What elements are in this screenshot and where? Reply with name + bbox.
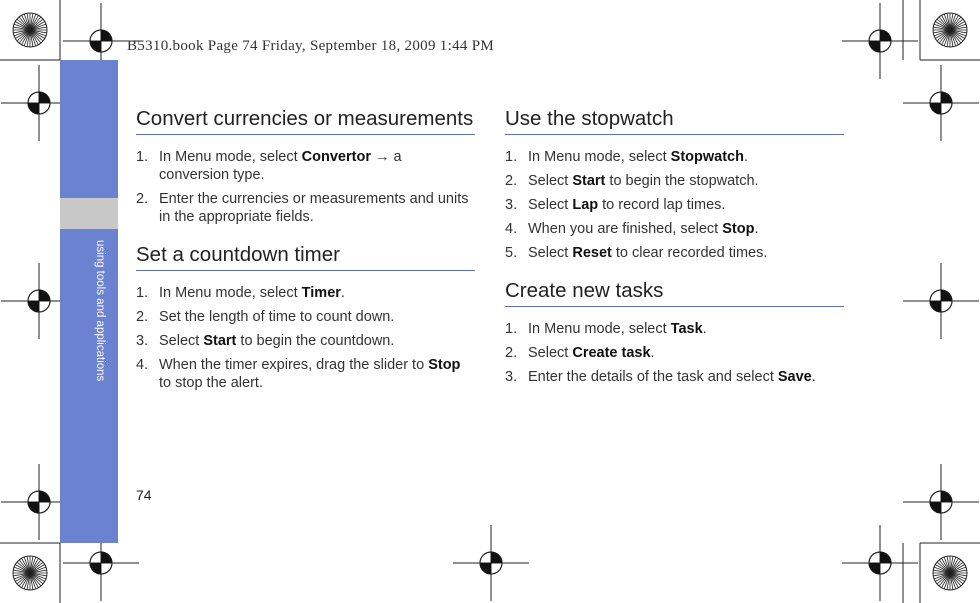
- registration-target-icon: [842, 525, 918, 601]
- step-text-end: to begin the stopwatch.: [605, 173, 759, 189]
- step-number: 2.: [505, 173, 518, 189]
- step-item: [505, 148, 844, 166]
- step-item: [505, 344, 844, 362]
- step-item: [505, 196, 844, 214]
- step-text-end: .: [340, 285, 345, 301]
- tasks-title: Create new tasks: [505, 278, 844, 307]
- step-number: 3.: [505, 369, 518, 385]
- step-number: 3.: [136, 333, 149, 349]
- step-text: When the timer expires, drag the slider to: [159, 357, 429, 373]
- starburst-icon: [13, 13, 47, 47]
- step-text-end: .: [702, 321, 707, 337]
- step-number: 3.: [505, 197, 518, 213]
- sidebar-tab: [60, 198, 118, 229]
- step-text-end: .: [811, 369, 816, 385]
- step-text-end: to record lap times.: [598, 197, 726, 213]
- step-text: Select: [159, 333, 204, 349]
- convert-title: Convert currencies or measurements: [136, 106, 475, 135]
- step-keyword: Stop: [722, 221, 755, 237]
- step-keyword: Stop: [428, 357, 461, 373]
- step-text: Select: [528, 345, 573, 361]
- step-text: Enter the details of the task and select: [528, 369, 778, 385]
- step-text: Set the length of time to count down.: [159, 309, 395, 325]
- step-text-end: → a conversion type.: [159, 149, 402, 183]
- step-number: 4.: [505, 221, 518, 237]
- countdown-title: Set a countdown timer: [136, 242, 475, 271]
- step-text-end: .: [754, 221, 759, 237]
- step-number: 2.: [136, 309, 149, 325]
- registration-target-icon: [903, 65, 979, 141]
- step-number: 1.: [136, 285, 149, 301]
- step-text: In Menu mode, select: [528, 321, 671, 337]
- step-keyword: Create task: [572, 345, 651, 361]
- step-keyword: Reset: [572, 245, 612, 261]
- section-label: using tools and applications: [94, 240, 106, 382]
- step-keyword: Start: [572, 173, 606, 189]
- step-item: [136, 332, 475, 350]
- page-number: 74: [136, 487, 152, 503]
- stopwatch-title: Use the stopwatch: [505, 106, 844, 135]
- step-item: [136, 308, 475, 326]
- step-number: 1.: [136, 149, 149, 165]
- step-keyword: Task: [670, 321, 703, 337]
- step-text-end: to stop the alert.: [159, 375, 263, 391]
- registration-target-icon: [903, 263, 979, 339]
- step-keyword: Lap: [572, 197, 599, 213]
- step-number: 2.: [136, 191, 149, 207]
- step-text: Select: [528, 197, 573, 213]
- step-text-end: to begin the countdown.: [236, 333, 395, 349]
- countdown-steps: [136, 284, 475, 392]
- step-text: When you are finished, select: [528, 221, 723, 237]
- step-number: 5.: [505, 245, 518, 261]
- right-column: [505, 106, 844, 402]
- step-number: 1.: [505, 321, 518, 337]
- step-item: [505, 244, 844, 262]
- stopwatch-steps: [505, 148, 844, 262]
- step-keyword: Convertor: [301, 149, 371, 165]
- step-item: [505, 172, 844, 190]
- step-text: Select: [528, 173, 573, 189]
- step-number: 1.: [505, 149, 518, 165]
- step-text-end: to clear recorded times.: [611, 245, 768, 261]
- step-keyword: Save: [777, 369, 812, 385]
- step-text-end: .: [743, 149, 749, 165]
- step-text: Enter the currencies or measurements and units in the appropriate fields.: [159, 191, 469, 225]
- starburst-icon: [933, 13, 967, 47]
- starburst-icon: [13, 556, 47, 590]
- step-item: [505, 320, 844, 338]
- step-text: In Menu mode, select: [159, 149, 302, 165]
- step-text-end: .: [650, 345, 655, 361]
- step-keyword: Start: [203, 333, 237, 349]
- starburst-icon: [933, 556, 967, 590]
- left-column: [136, 106, 475, 408]
- step-keyword: Stopwatch: [670, 149, 744, 165]
- tasks-steps: [505, 320, 844, 386]
- step-item: [136, 356, 475, 392]
- step-number: 4.: [136, 357, 149, 373]
- step-text: In Menu mode, select: [159, 285, 302, 301]
- step-number: 2.: [505, 345, 518, 361]
- step-text: Select: [528, 245, 573, 261]
- step-keyword: Timer: [301, 285, 341, 301]
- step-item: [136, 148, 475, 184]
- step-item: [505, 220, 844, 238]
- convert-steps: [136, 148, 475, 226]
- step-item: [505, 368, 844, 386]
- registration-target-icon: [453, 525, 529, 601]
- section-sidebar: [60, 60, 118, 543]
- registration-target-icon: [903, 464, 979, 540]
- registration-target-icon: [842, 3, 918, 79]
- step-item: [136, 284, 475, 302]
- step-item: [136, 190, 475, 226]
- step-text: In Menu mode, select: [528, 149, 671, 165]
- header-slug: B5310.book Page 74 Friday, September 18, 2009 1:44 PM: [127, 38, 494, 54]
